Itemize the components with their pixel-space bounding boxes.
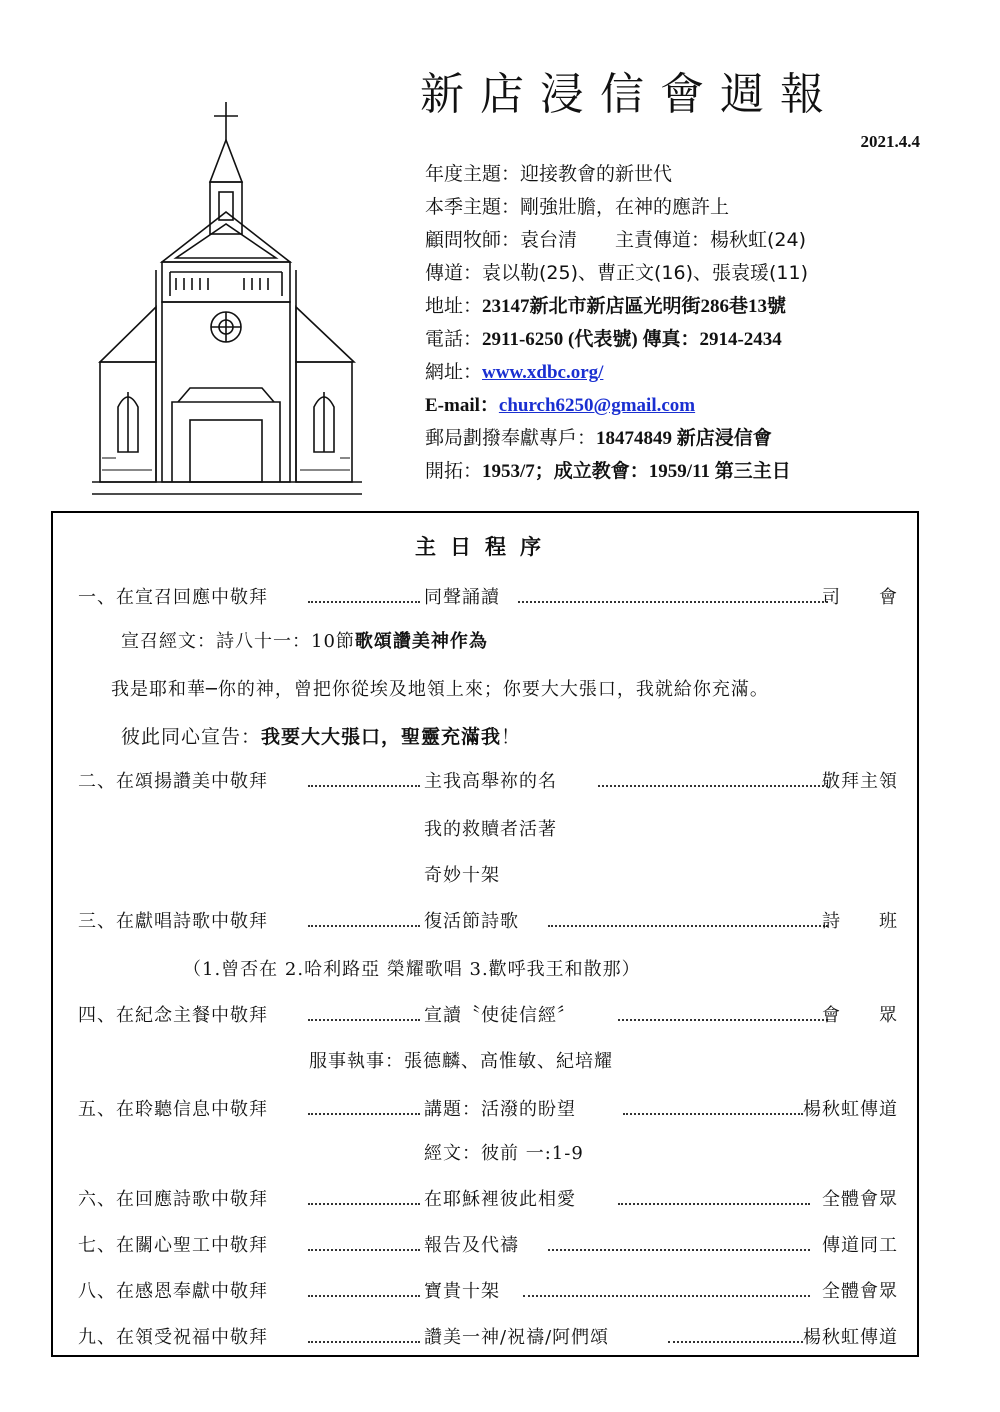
preachers: 傳道：袁以勒(25)、曹正文(16)、張袁瑗(11)	[425, 262, 809, 284]
founding-line	[425, 455, 945, 488]
website-line	[425, 356, 945, 389]
servers: 服事執事：張德麟、高惟敏、紀培耀	[309, 1051, 613, 1072]
year-theme: 年度主題：迎接教會的新世代	[425, 163, 673, 185]
song-item: 奇妙十架	[424, 865, 500, 886]
address-value: 23147新北市新店區光明街286巷13號	[482, 296, 787, 317]
leader-dots	[518, 583, 828, 603]
program-item: 二、在頌揚讚美中敬拜 主我高舉祢的名 敬拜主領	[78, 767, 898, 797]
leader-dots	[308, 1231, 420, 1251]
address-label: 地址：	[425, 295, 483, 317]
leader-dots	[308, 583, 420, 603]
leader-dots	[668, 1323, 803, 1343]
bulletin-title: 新店浸信會週報	[420, 69, 840, 120]
address-line	[425, 290, 945, 323]
phone-value: 2911-6250 (代表號) 傳真：2914-2434	[482, 329, 782, 350]
program-item: 四、在紀念主餐中敬拜 宣讀〝使徒信經〞 會 眾	[78, 1001, 898, 1031]
leader-dots	[548, 907, 828, 927]
church-illustration	[72, 102, 372, 502]
email-link[interactable]: church6250@gmail.com	[498, 395, 696, 416]
song-item: 我的救贖者活著	[424, 819, 557, 840]
email-label: E-mail：	[425, 395, 499, 416]
program-item: 一、在宣召回應中敬拜 同聲誦讀 司 會	[78, 583, 898, 613]
program-item: 七、在關心聖工中敬拜 報告及代禱 傳道同工	[78, 1231, 898, 1261]
postal-line	[425, 422, 945, 455]
choir-songs: （1.曾否在 2.哈利路亞 榮耀歌唱 3.歡呼我王和散那）	[183, 959, 641, 980]
founding-label: 開拓：	[425, 460, 483, 482]
phone-line	[425, 323, 945, 356]
church-info	[425, 158, 945, 488]
program-item: 九、在領受祝福中敬拜 讚美一神/祝禱/阿們頌 楊秋虹傳道	[78, 1323, 898, 1353]
program-title: 主日程序	[415, 534, 555, 559]
season-theme: 本季主題：剛強壯膽，在神的應許上	[425, 196, 730, 218]
postal-label: 郵局劃撥奉獻專戶：	[425, 427, 597, 449]
program-item: 六、在回應詩歌中敬拜 在耶穌裡彼此相愛 全體會眾	[78, 1185, 898, 1215]
program-item: 五、在聆聽信息中敬拜 講題：活潑的盼望 楊秋虹傳道	[78, 1095, 898, 1125]
email-line	[425, 389, 945, 422]
leader-dots	[623, 1095, 803, 1115]
leader-dots	[308, 1323, 420, 1343]
leader-dots	[308, 1095, 420, 1115]
leader-dots	[308, 1185, 420, 1205]
leader-dots	[308, 767, 420, 787]
scripture: 經文：彼前 一:1-9	[424, 1143, 584, 1164]
bulletin-date: 2021.4.4	[860, 132, 920, 151]
call-verse: 我是耶和華─你的神，曾把你從埃及地領上來；你要大大張口，我就給你充滿。	[111, 679, 769, 700]
phone-label: 電話：	[425, 328, 483, 350]
leader-dots	[308, 907, 420, 927]
website-label: 網址：	[425, 361, 483, 383]
program-item: 三、在獻唱詩歌中敬拜 復活節詩歌 詩 班	[78, 907, 898, 937]
leader-dots	[548, 1231, 810, 1251]
website-link[interactable]: www.xdbc.org/	[482, 362, 604, 383]
program-box	[51, 511, 919, 1357]
postal-value: 18474849 新店浸信會	[596, 428, 772, 449]
founding-value: 1953/7；成立教會：1959/11 第三主日	[482, 461, 791, 482]
leader-dots	[618, 1001, 828, 1021]
call-reference: 宣召經文：詩八十一：10節歌頌讚美神作為	[121, 631, 488, 652]
leader-dots	[308, 1001, 420, 1021]
leader-dots	[308, 1277, 420, 1297]
leader-dots	[598, 767, 828, 787]
pastors: 顧問牧師：袁台清 主責傳道：楊秋虹(24)	[425, 229, 807, 251]
leader-dots	[523, 1277, 810, 1297]
leader-dots	[618, 1185, 810, 1205]
program-item: 八、在感恩奉獻中敬拜 寶貴十架 全體會眾	[78, 1277, 898, 1307]
declaration: 彼此同心宣告：我要大大張口，聖靈充滿我！	[121, 726, 522, 748]
